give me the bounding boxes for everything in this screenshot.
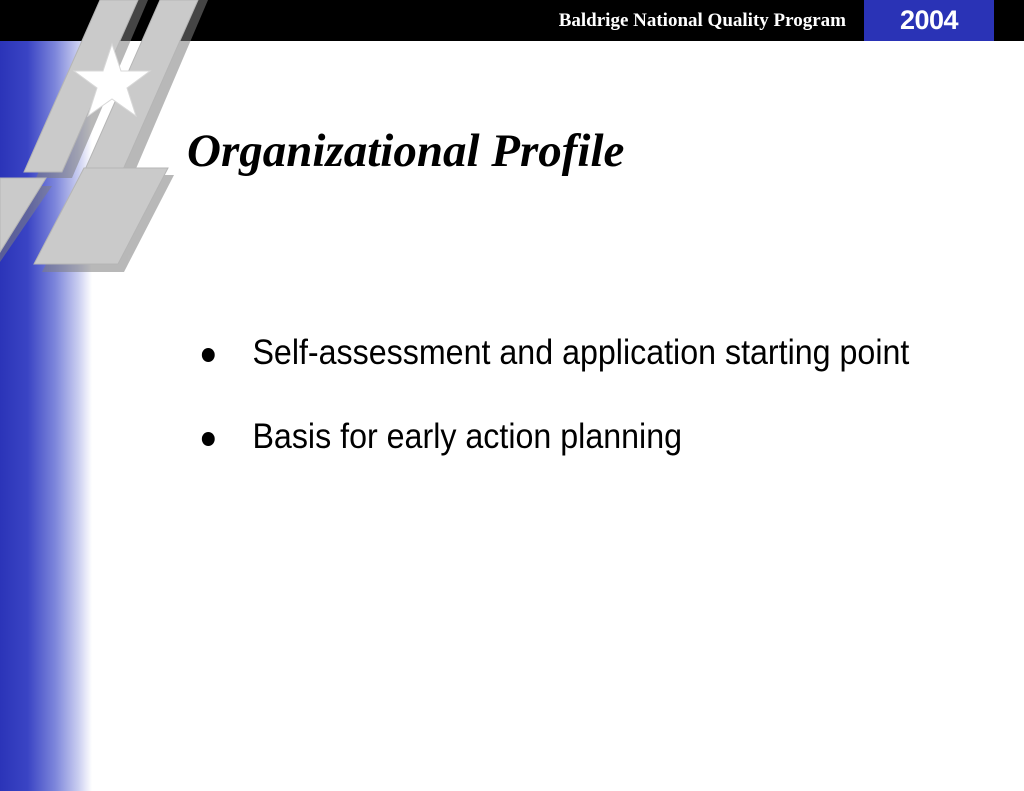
- bullet-list: [200, 330, 960, 460]
- year-badge: 2004: [864, 0, 994, 41]
- bullet-dot-icon: [202, 348, 215, 362]
- list-item: [200, 414, 933, 460]
- slide-title: Organizational Profile: [187, 125, 625, 177]
- list-item: [200, 330, 933, 376]
- bullet-dot-icon: [202, 432, 215, 446]
- program-label: Baldrige National Quality Program: [558, 10, 846, 31]
- bullet-text: Self-assessment and application starting point: [252, 333, 910, 372]
- bullet-text: Basis for early action planning: [252, 417, 683, 456]
